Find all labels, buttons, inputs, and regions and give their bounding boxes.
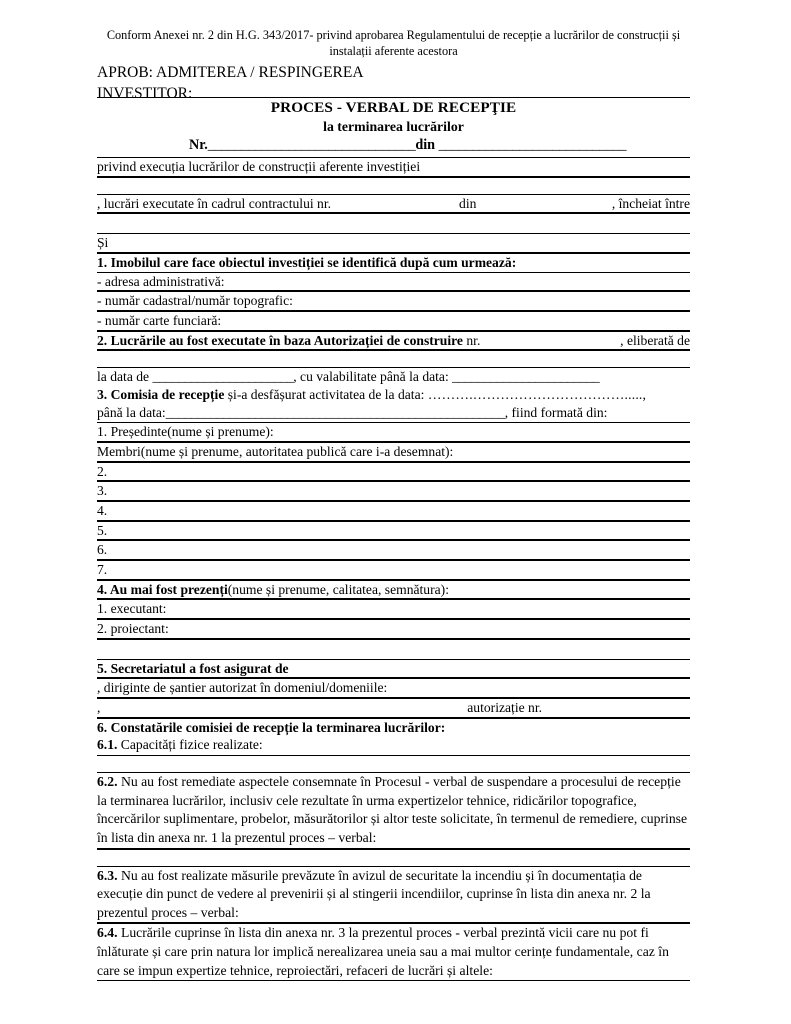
table-row-section2-heading — [97, 331, 690, 351]
section2-heading-line — [97, 332, 690, 350]
section3-cell — [97, 367, 690, 422]
section6-heading: 6. Constatările comisiei de recepție la terminarea lucrărilor: — [97, 719, 446, 735]
spacer-row — [97, 177, 690, 194]
section6-item-61-line — [97, 736, 690, 754]
authorization-row-cell — [97, 698, 690, 718]
member-row-7[interactable]: 7. — [97, 560, 690, 580]
item-64-text: Lucrările cuprinse în lista din anexa nr. 3 la prezentul proces - verbal prezintă vicii care nu pot fi înlăturate și care prin natura lor implică nerealizarea uneia sau a mai multor cerințe fundamentale, caz în care se impun expertize tehnice, reproiectări, refaceri de lucrări și altele: — [97, 925, 669, 978]
members-heading-cell: Membri(nume și prenume, autoritatea publică care i-a desemnat): — [97, 442, 690, 462]
la-data-de-leader[interactable]: ______________________ — [152, 369, 294, 385]
item-62-text: Nu au fost remediate aspectele consemnate în Procesul - verbal de suspendare a procesului de recepție la terminarea lucrărilor, inclusiv cele rezultate în urma expertizelor tehnice, ridicărilor topografice, încercărilor suplimentare, probelor, măsurătorilor și altor teste solicitate, în termenul de remediere, cuprinse în lista din anexa nr. 1 la prezentul proces – verbal: — [97, 774, 688, 845]
spacer-row — [97, 350, 690, 367]
table-row-section6-heading — [97, 718, 690, 755]
investor-label: INVESTITOR: — [97, 84, 193, 102]
table-row — [97, 540, 690, 560]
approval-line: APROB: ADMITEREA / RESPINGEREA — [97, 64, 364, 81]
contract-suffix: , încheiat între — [611, 195, 690, 211]
item-61-number: 6.1. — [97, 737, 118, 753]
table-row-item-62 — [97, 772, 690, 849]
contract-line — [97, 195, 690, 213]
nr-label: Nr. — [189, 137, 208, 154]
regulation-header-note: Conform Anexei nr. 2 din H.G. 343/2017- privind aprobarea Regulamentului de recepție a lucrărilor de construcții și instalații aferente acestora — [106, 28, 681, 58]
section6-item-63-cell — [97, 866, 690, 924]
comma-marker: , — [97, 700, 101, 715]
section2-heading-rest: nr. — [466, 332, 481, 348]
table-row-membri-heading — [97, 442, 690, 462]
section4-item-designer: 2. proiectant: — [97, 619, 690, 639]
authorization-label: autorizație nr. — [467, 700, 542, 715]
section3-heading-bold: 3. Comisia de recepție — [97, 386, 225, 402]
valabilitate-label: , cu valabilitate până la data: — [293, 369, 449, 385]
item-63-text: Nu au fost realizate măsurile prevăzute în avizul de securitate la incendiu și în documentația de execuție din punct de vedere al prevenirii și al stingerii incendiilor, cuprinse în lista din anexa nr. 2 la prezentul proces – verbal: — [97, 867, 651, 920]
table-row-blank-6 — [97, 849, 690, 866]
pana-la-data-label: până la data: — [97, 404, 166, 420]
form-table — [97, 97, 690, 981]
member-row-6[interactable]: 6. — [97, 540, 690, 560]
table-row-cadastral — [97, 291, 690, 311]
commission-start-date-leader[interactable]: ……….……………………………....., — [427, 386, 647, 402]
table-row — [97, 560, 690, 580]
table-row-section1-heading — [97, 253, 690, 272]
nr-leader[interactable]: _______________________________ — [207, 137, 416, 154]
la-data-de-label: la data de — [97, 369, 150, 385]
item-63-number: 6.3. — [97, 867, 118, 883]
authorization-date-line — [97, 368, 690, 386]
din-label: din — [415, 137, 436, 154]
table-row-diriginte — [97, 678, 690, 698]
investment-execution-cell: privind execuția lucrărilor de construcții aferente investiției — [97, 157, 690, 177]
table-row-section4-heading — [97, 580, 690, 600]
table-row-executant — [97, 599, 690, 619]
table-row — [97, 481, 690, 501]
section1-item-address: - adresa administrativă: — [97, 272, 690, 292]
table-row-contract — [97, 194, 690, 214]
table-row-section5-heading — [97, 659, 690, 679]
table-row-title-main — [97, 97, 690, 157]
table-row-si — [97, 233, 690, 253]
table-row-blank-1 — [97, 177, 690, 194]
chairman-cell: 1. Președinte(nume și prenume): — [97, 422, 690, 442]
section5-heading: 5. Secretariatul a fost asigurat de — [97, 660, 289, 676]
spacer-row — [97, 639, 690, 659]
title-cell — [97, 97, 690, 157]
table-row-proiectant — [97, 619, 690, 639]
table-row — [97, 462, 690, 482]
commission-end-date-line — [97, 404, 690, 422]
authorization-line — [97, 699, 690, 717]
section3-heading-rest: și-a desfășurat activitatea de la data: — [227, 386, 425, 402]
section2-heading-cell — [97, 331, 690, 351]
section1-heading: 1. Imobilul care face obiectul investiției se identifică după cum urmează: — [97, 254, 517, 270]
table-row-section3-block — [97, 367, 690, 422]
table-row-autorizatie — [97, 698, 690, 718]
valabilitate-leader[interactable]: _______________________ — [452, 369, 600, 385]
table-row-carte-funciara — [97, 311, 690, 331]
din-leader[interactable]: ____________________________ — [438, 137, 627, 154]
section4-heading-cell — [97, 580, 690, 600]
section6-item-62-cell — [97, 772, 690, 849]
member-row-4[interactable]: 4. — [97, 501, 690, 521]
member-row-5[interactable]: 5. — [97, 521, 690, 541]
pana-la-data-suffix: , fiind formată din: — [504, 404, 608, 420]
section1-heading-cell — [97, 253, 690, 272]
commission-activity-line — [97, 386, 690, 404]
number-date-line — [97, 136, 690, 156]
section2-suffix: , eliberată de — [620, 332, 690, 348]
table-row-item-63 — [97, 866, 690, 924]
section6-heading-cell — [97, 718, 690, 755]
section2-heading-bold: 2. Lucrările au fost executate în baza Autorizației de construire — [97, 332, 463, 348]
table-row-blank-2 — [97, 213, 690, 233]
item-62-number: 6.2. — [97, 774, 118, 790]
spacer-row — [97, 213, 690, 233]
table-row — [97, 501, 690, 521]
pana-la-data-leader[interactable]: _____________________________________________________ — [165, 404, 505, 420]
section4-heading-rest: (nume și prenume, calitatea, semnătura): — [227, 581, 449, 597]
section6-heading-line — [97, 719, 690, 737]
item-61-text: Capacități fizice realizate: — [120, 737, 263, 753]
table-row-presedinte — [97, 422, 690, 442]
document-subtitle: la terminarea lucrărilor — [323, 119, 464, 135]
section1-item-land-registry: - număr carte funciară: — [97, 311, 690, 331]
table-row-privind — [97, 157, 690, 177]
table-row-blank-4 — [97, 639, 690, 659]
section4-item-executant: 1. executant: — [97, 599, 690, 619]
contract-din-label: din — [459, 195, 477, 211]
table-row-blank-5 — [97, 755, 690, 772]
table-row-item-64 — [97, 923, 690, 981]
member-row-3[interactable]: 3. — [97, 481, 690, 501]
section4-heading-bold: 4. Au mai fost prezenți — [97, 581, 228, 597]
spacer-row — [97, 849, 690, 866]
table-row — [97, 521, 690, 541]
section6-item-64-cell — [97, 923, 690, 981]
item-64-number: 6.4. — [97, 925, 118, 941]
section5-heading-cell — [97, 659, 690, 679]
table-row-adresa — [97, 272, 690, 292]
si-cell: Și — [97, 233, 690, 253]
spacer-row — [97, 755, 690, 772]
contract-cell — [97, 194, 690, 214]
member-row-2[interactable]: 2. — [97, 462, 690, 482]
table-row-blank-3 — [97, 350, 690, 367]
document-title: PROCES - VERBAL DE RECEPŢIE — [270, 99, 517, 116]
contract-prefix: , lucrări executate în cadrul contractului nr. — [97, 195, 332, 211]
section1-item-cadastral: - număr cadastral/număr topografic: — [97, 291, 690, 311]
site-supervisor-cell: , diriginte de șantier autorizat în domeniul/domeniile: — [97, 678, 690, 698]
